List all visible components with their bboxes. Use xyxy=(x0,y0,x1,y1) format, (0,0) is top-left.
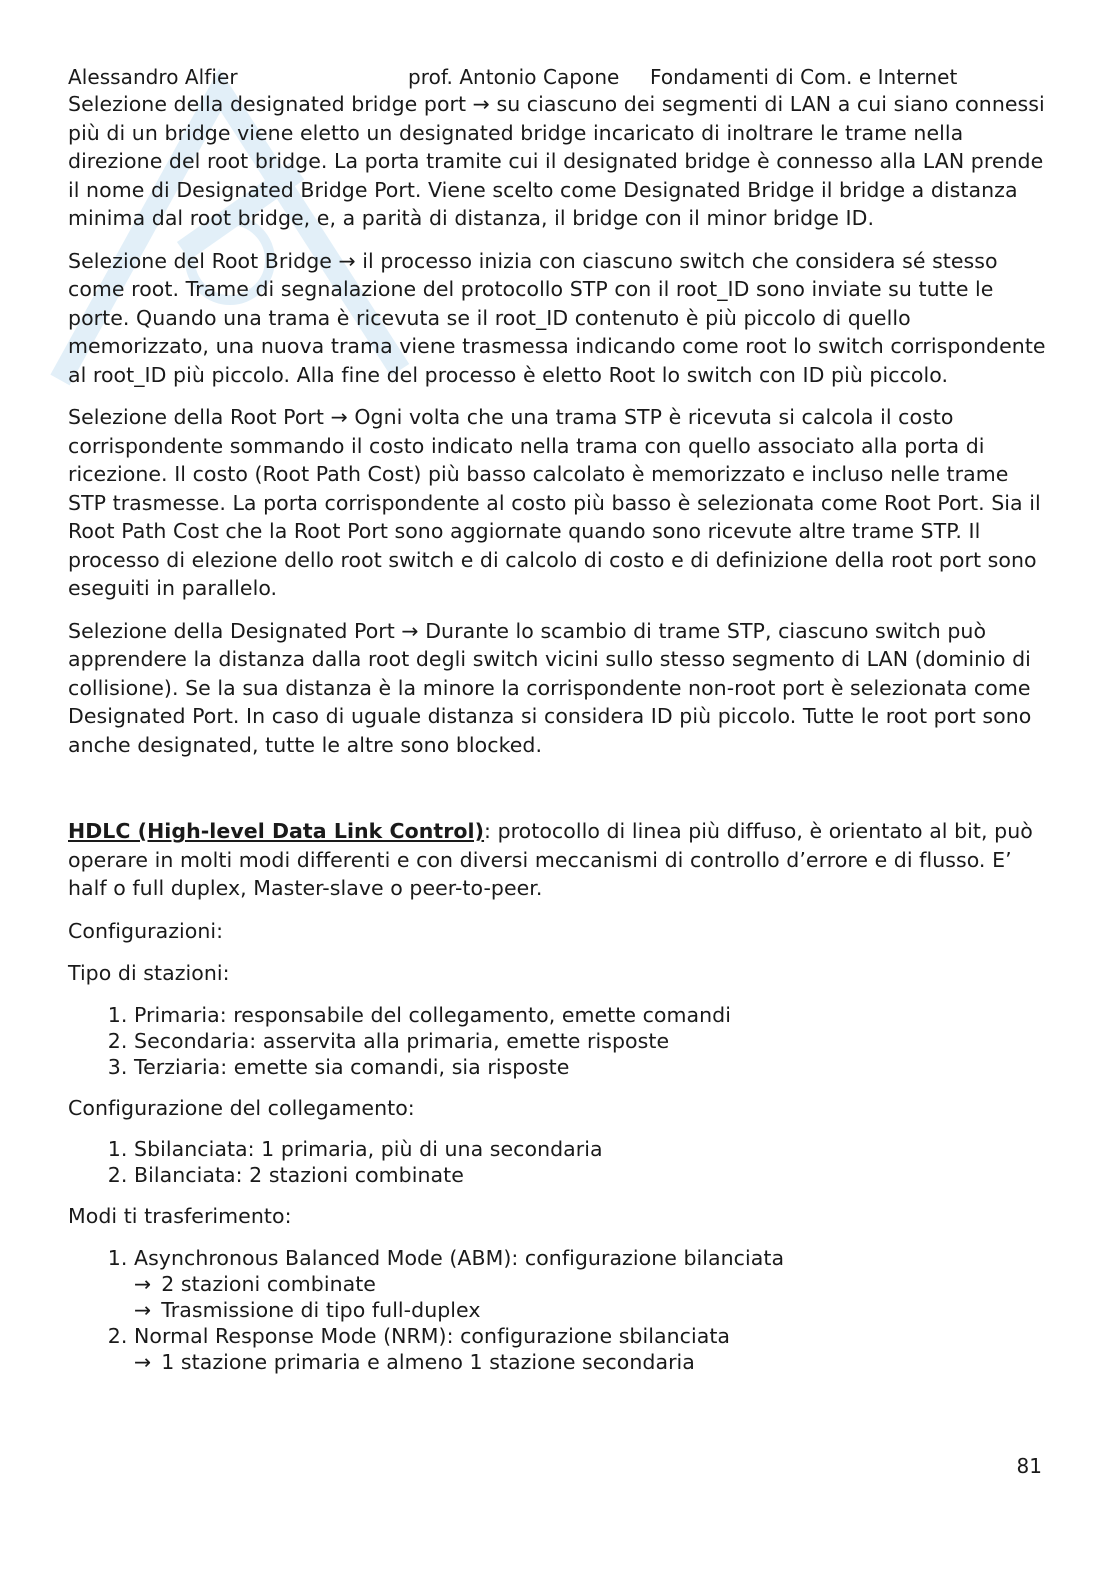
list-item xyxy=(134,1323,1048,1375)
header-professor: prof. Antonio Capone xyxy=(408,65,620,89)
config-collegamento-list xyxy=(68,1136,1048,1188)
mode-nrm: Normal Response Mode (NRM): configurazione sbilanciata xyxy=(134,1323,731,1348)
mode-abm: Asynchronous Balanced Mode (ABM): configurazione bilanciata xyxy=(134,1245,785,1270)
page-header xyxy=(68,64,1048,90)
configurazioni-label: Configurazioni: xyxy=(68,918,224,943)
list-item xyxy=(134,1245,1048,1323)
header-course: Fondamenti di Com. e Internet xyxy=(650,65,958,89)
page-number: 81 xyxy=(1016,1454,1042,1478)
paragraph-designated-bridge-port: Selezione della designated bridge port → su ciascuno dei segmenti di LAN a cui siano connessi più di un bridge viene eletto un designated bridge incaricato di inoltrare le trame nella direzione del root bridge. La porta tramite cui il designated bridge è connesso alla LAN prende il nome di Designated Bridge Port. Viene scelto come Designated Bridge il bridge a distanza minima dal root bridge, e, a parità di distanza, il bridge con il minor bridge ID. xyxy=(68,92,1045,230)
paragraph-designated-port: Selezione della Designated Port → Durante lo scambio di trame STP, ciascuno switch può apprendere la distanza dalla root degli switch vicini sullo stesso segmento di LAN (dominio di collisione). Se la sua distanza è la minore la corrispondente non-root port è selezionata come Designated Port. In caso di uguale distanza si considera ID più piccolo. Tutte le root port sono anche designated, tutte le altre sono blocked. xyxy=(68,618,1032,757)
mode-nrm-sub: → 1 stazione primaria e almeno 1 stazione secondaria xyxy=(134,1349,1048,1375)
hdlc-title: HDLC (High-level Data Link Control) xyxy=(68,819,485,843)
paragraph-root-bridge: Selezione del Root Bridge → il processo inizia con ciascuno switch che considera sé stesso come root. Trame di segnalazione del protocollo STP con il root_ID sono inviate su tutte le porte. Quando una trama è ricevuta se il root_ID contenuto è più piccolo di quello memorizzato, una nuova trama viene trasmessa indicando come root lo switch corrispondente al root_ID più piccolo. Alla fine del processo è eletto Root lo switch con ID più piccolo. xyxy=(68,248,1046,387)
tipo-stazioni-label: Tipo di stazioni: xyxy=(68,961,230,985)
hdlc-paragraph xyxy=(68,817,1048,903)
list-item: 3. Terziaria: emette sia comandi, sia risposte xyxy=(134,1054,1048,1080)
mode-abm-sub: → Trasmissione di tipo full-duplex xyxy=(134,1297,1048,1323)
list-item: 2. Bilanciata: 2 stazioni combinate xyxy=(134,1162,1048,1188)
config-collegamento-label: Configurazione del collegamento: xyxy=(68,1095,415,1120)
modi-trasferimento-label: Modi ti trasferimento: xyxy=(68,1204,292,1228)
tipo-stazioni-list xyxy=(68,1002,1048,1080)
modi-trasferimento-list xyxy=(68,1245,1048,1375)
list-item: 1. Primaria: responsabile del collegamento, emette comandi xyxy=(134,1002,1048,1028)
document-page xyxy=(68,64,1048,1389)
mode-abm-sub: → 2 stazioni combinate xyxy=(134,1271,1048,1297)
list-item: 1. Sbilanciata: 1 primaria, più di una secondaria xyxy=(134,1136,1048,1162)
list-item: 2. Secondaria: asservita alla primaria, emette risposte xyxy=(134,1028,1048,1054)
header-author: Alessandro Alfier xyxy=(68,65,238,89)
hdlc-intro: : protocollo di linea più diffuso, è orientato al bit, può operare in molti modi differenti e con diversi meccanismi di controllo d’errore e di flusso. E’ half o full duplex, Master-slave o peer-to-peer. xyxy=(68,819,1033,900)
paragraph-root-port: Selezione della Root Port → Ogni volta che una trama STP è ricevuta si calcola il costo corrispondente sommando il costo indicato nella trama con quello associato alla porta di ricezione. Il costo (Root Path Cost) più basso calcolato è memorizzato e incluso nelle trame STP trasmesse. La porta corrispondente al costo più basso è selezionata come Root Port. Sia il Root Path Cost che la Root Port sono aggiornate quando sono ricevute altre trame STP. Il processo di elezione dello root switch e di calcolo di costo e di definizione della root port sono eseguiti in parallelo. xyxy=(68,405,1041,600)
